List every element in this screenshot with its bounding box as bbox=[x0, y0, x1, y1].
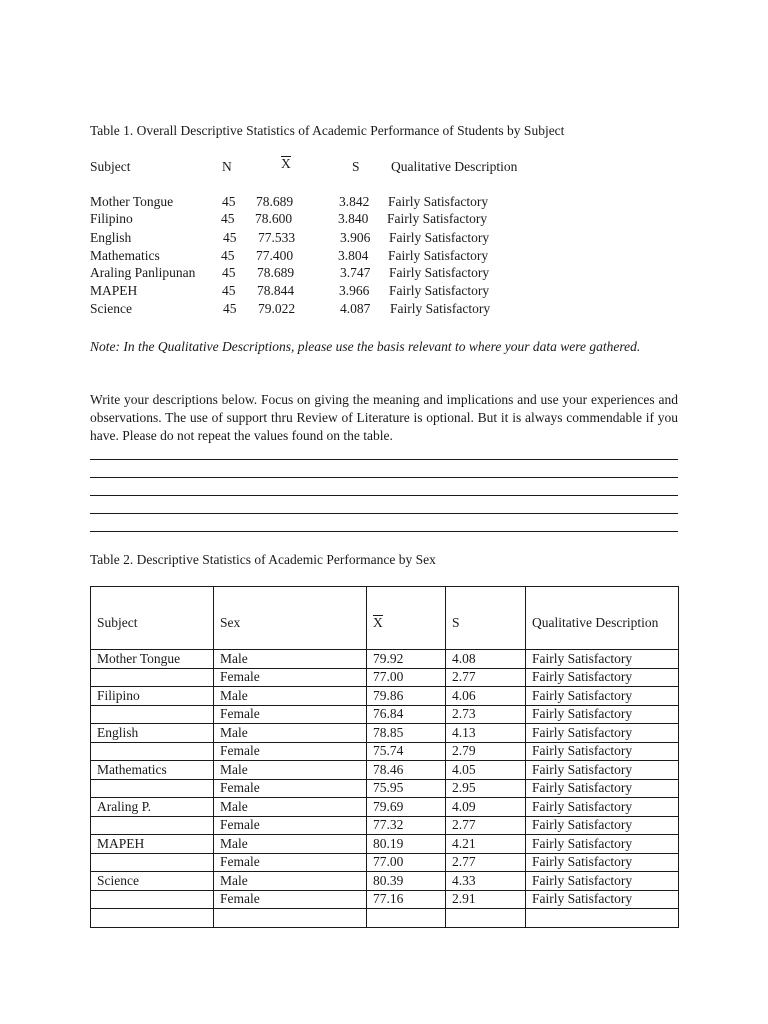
table2-cell-sd: 2.77 bbox=[446, 816, 526, 835]
table2-cell-sex: Male bbox=[214, 687, 367, 706]
table2-cell-sex: Male bbox=[214, 650, 367, 669]
table2-cell-qual: Fairly Satisfactory bbox=[526, 687, 679, 706]
table1-row-subject: MAPEH bbox=[90, 283, 138, 298]
table2-cell-mean: 79.92 bbox=[367, 650, 446, 669]
table2-cell-subject: English bbox=[91, 724, 214, 743]
table1-row-qual: Fairly Satisfactory bbox=[389, 265, 490, 280]
table1-row-subject: Science bbox=[90, 301, 132, 316]
table1-header-qual: Qualitative Description bbox=[391, 159, 518, 174]
table-row bbox=[91, 890, 679, 909]
table2-cell-mean: 75.95 bbox=[367, 779, 446, 798]
table1-row-mean: 79.022 bbox=[258, 301, 296, 316]
table1-row-subject: English bbox=[90, 230, 132, 245]
table-row bbox=[91, 798, 679, 817]
table-row bbox=[91, 724, 679, 743]
table1-row-sd: 3.804 bbox=[338, 248, 369, 263]
table1-row-n: 45 bbox=[222, 283, 236, 298]
table-row bbox=[91, 650, 679, 669]
table2-cell-subject bbox=[91, 668, 214, 687]
table1-row-mean: 78.844 bbox=[257, 283, 295, 298]
table2-cell-subject: Filipino bbox=[91, 687, 214, 706]
table2-cell-sex: Male bbox=[214, 872, 367, 891]
table1-row-qual: Fairly Satisfactory bbox=[387, 211, 488, 226]
table1-row-sd: 3.840 bbox=[338, 211, 369, 226]
table2-cell-mean: 79.86 bbox=[367, 687, 446, 706]
table2-cell-mean: 78.46 bbox=[367, 761, 446, 780]
table2-cell-sex: Female bbox=[214, 779, 367, 798]
table1-row-qual: Fairly Satisfactory bbox=[388, 194, 489, 209]
table2-cell-sd: 4.13 bbox=[446, 724, 526, 743]
table2-cell-sd: 4.33 bbox=[446, 872, 526, 891]
table-row bbox=[91, 705, 679, 724]
table2-cell-sd: 2.91 bbox=[446, 890, 526, 909]
table2-cell-sex: Male bbox=[214, 724, 367, 743]
table1-header-mean bbox=[281, 156, 291, 172]
table1-header-n: N bbox=[222, 159, 232, 174]
table1-row-subject: Filipino bbox=[90, 211, 133, 226]
table1-row-sd: 4.087 bbox=[340, 301, 371, 316]
table2-cell-qual bbox=[526, 909, 679, 928]
table2-header-row bbox=[91, 587, 679, 650]
table2-cell-subject: Mathematics bbox=[91, 761, 214, 780]
table1-row-qual: Fairly Satisfactory bbox=[390, 301, 491, 316]
table2-cell-subject bbox=[91, 816, 214, 835]
table1-row-mean: 78.600 bbox=[255, 211, 293, 226]
table2-cell-sd: 2.95 bbox=[446, 779, 526, 798]
table-row bbox=[91, 687, 679, 706]
table1-row-sd: 3.966 bbox=[339, 283, 370, 298]
table2-cell-qual: Fairly Satisfactory bbox=[526, 872, 679, 891]
table2-cell-subject bbox=[91, 909, 214, 928]
table2-cell-mean: 77.00 bbox=[367, 668, 446, 687]
table2-cell-subject: MAPEH bbox=[91, 835, 214, 854]
table2-cell-qual: Fairly Satisfactory bbox=[526, 705, 679, 724]
table-row bbox=[91, 816, 679, 835]
table-row bbox=[91, 779, 679, 798]
instructions-paragraph: Write your descriptions below. Focus on giving the meaning and implications and use your experiences and observations. The use of support thru Review of Literature is optional. But it is always commendable if you have. Please do not repeat the values found on the table. bbox=[90, 392, 678, 443]
table2-cell-sd: 2.79 bbox=[446, 742, 526, 761]
table-row bbox=[91, 872, 679, 891]
table2-header-mean bbox=[367, 587, 446, 650]
note-text: Note: In the Qualitative Descriptions, please use the basis relevant to where your data were gathered. bbox=[90, 339, 641, 354]
table2-header-sd: S bbox=[446, 587, 526, 650]
table2-cell-subject bbox=[91, 779, 214, 798]
table2-cell-qual: Fairly Satisfactory bbox=[526, 761, 679, 780]
table1-row-mean: 78.689 bbox=[257, 265, 295, 280]
table2-cell-qual: Fairly Satisfactory bbox=[526, 816, 679, 835]
table1-row-qual: Fairly Satisfactory bbox=[389, 230, 490, 245]
writing-line bbox=[90, 459, 678, 460]
table2-cell-qual: Fairly Satisfactory bbox=[526, 853, 679, 872]
table1-row-n: 45 bbox=[223, 301, 237, 316]
table2-cell-sd: 4.06 bbox=[446, 687, 526, 706]
table2-cell-subject: Mother Tongue bbox=[91, 650, 214, 669]
table2-header-subject: Subject bbox=[91, 587, 214, 650]
table2-cell-qual: Fairly Satisfactory bbox=[526, 668, 679, 687]
table2-cell-sd: 2.73 bbox=[446, 705, 526, 724]
table1-row-mean: 77.400 bbox=[256, 248, 294, 263]
table2-cell-sd: 4.05 bbox=[446, 761, 526, 780]
table2-cell-qual: Fairly Satisfactory bbox=[526, 798, 679, 817]
table2-cell-qual: Fairly Satisfactory bbox=[526, 650, 679, 669]
table2-cell-mean bbox=[367, 909, 446, 928]
writing-line bbox=[90, 513, 678, 514]
table2-cell-sex: Female bbox=[214, 853, 367, 872]
table1-row-n: 45 bbox=[222, 265, 236, 280]
table1-row-n: 45 bbox=[221, 211, 235, 226]
table2-cell-mean: 78.85 bbox=[367, 724, 446, 743]
table2-cell-qual: Fairly Satisfactory bbox=[526, 742, 679, 761]
table2-cell-qual: Fairly Satisfactory bbox=[526, 779, 679, 798]
mean-symbol: X bbox=[373, 614, 383, 630]
table1-row-sd: 3.747 bbox=[340, 265, 371, 280]
table2-cell-sex bbox=[214, 909, 367, 928]
table1-row-qual: Fairly Satisfactory bbox=[388, 248, 489, 263]
table1-row-n: 45 bbox=[222, 194, 236, 209]
table2-cell-sd: 4.09 bbox=[446, 798, 526, 817]
table2-cell-mean: 80.39 bbox=[367, 872, 446, 891]
writing-line bbox=[90, 531, 678, 532]
table1-row-subject: Mathematics bbox=[90, 248, 160, 263]
table2-cell-mean: 77.16 bbox=[367, 890, 446, 909]
table-row bbox=[91, 909, 679, 928]
table2-cell-qual: Fairly Satisfactory bbox=[526, 835, 679, 854]
table2-header-qual: Qualitative Description bbox=[526, 587, 679, 650]
table-row bbox=[91, 761, 679, 780]
writing-line bbox=[90, 477, 678, 478]
table1-caption: Table 1. Overall Descriptive Statistics of Academic Performance of Students by Subject bbox=[90, 123, 565, 138]
table2 bbox=[90, 586, 679, 928]
table2-cell-mean: 80.19 bbox=[367, 835, 446, 854]
table-row bbox=[91, 835, 679, 854]
table2-cell-mean: 76.84 bbox=[367, 705, 446, 724]
table2-cell-subject bbox=[91, 853, 214, 872]
mean-symbol: X bbox=[281, 156, 291, 171]
table2-cell-sex: Female bbox=[214, 705, 367, 724]
table2-cell-qual: Fairly Satisfactory bbox=[526, 890, 679, 909]
table1-header-subject: Subject bbox=[90, 159, 131, 174]
table2-cell-subject: Science bbox=[91, 872, 214, 891]
table2-cell-subject bbox=[91, 705, 214, 724]
table2-cell-subject bbox=[91, 890, 214, 909]
table1-row-n: 45 bbox=[221, 248, 235, 263]
table2-cell-subject bbox=[91, 742, 214, 761]
table2-cell-sex: Female bbox=[214, 742, 367, 761]
table1-row-n: 45 bbox=[223, 230, 237, 245]
table2-cell-sd: 4.08 bbox=[446, 650, 526, 669]
table1-row-sd: 3.842 bbox=[339, 194, 370, 209]
table2-cell-subject: Araling P. bbox=[91, 798, 214, 817]
table2-cell-mean: 79.69 bbox=[367, 798, 446, 817]
table2-cell-sex: Female bbox=[214, 890, 367, 909]
table-row bbox=[91, 668, 679, 687]
table2-cell-sd: 2.77 bbox=[446, 668, 526, 687]
table1-row-qual: Fairly Satisfactory bbox=[389, 283, 490, 298]
table-row bbox=[91, 853, 679, 872]
table2-cell-sex: Female bbox=[214, 668, 367, 687]
table2-cell-sex: Male bbox=[214, 798, 367, 817]
table2-cell-mean: 77.32 bbox=[367, 816, 446, 835]
table1-row-mean: 78.689 bbox=[256, 194, 294, 209]
table2-cell-sex: Male bbox=[214, 761, 367, 780]
table2-cell-mean: 75.74 bbox=[367, 742, 446, 761]
table2-cell-sex: Female bbox=[214, 816, 367, 835]
table2-caption: Table 2. Descriptive Statistics of Academic Performance by Sex bbox=[90, 552, 436, 567]
table1-row-sd: 3.906 bbox=[340, 230, 371, 245]
table1-header-sd: S bbox=[352, 159, 360, 174]
table2-cell-sd: 4.21 bbox=[446, 835, 526, 854]
table-row bbox=[91, 742, 679, 761]
table2-header-sex: Sex bbox=[214, 587, 367, 650]
table2-cell-sex: Male bbox=[214, 835, 367, 854]
table2-cell-mean: 77.00 bbox=[367, 853, 446, 872]
table1-row-subject: Mother Tongue bbox=[90, 194, 174, 209]
table1-row-subject: Araling Panlipunan bbox=[90, 265, 196, 280]
writing-line bbox=[90, 495, 678, 496]
table2-cell-sd: 2.77 bbox=[446, 853, 526, 872]
table1-row-mean: 77.533 bbox=[258, 230, 296, 245]
table2-cell-sd bbox=[446, 909, 526, 928]
table2-cell-qual: Fairly Satisfactory bbox=[526, 724, 679, 743]
